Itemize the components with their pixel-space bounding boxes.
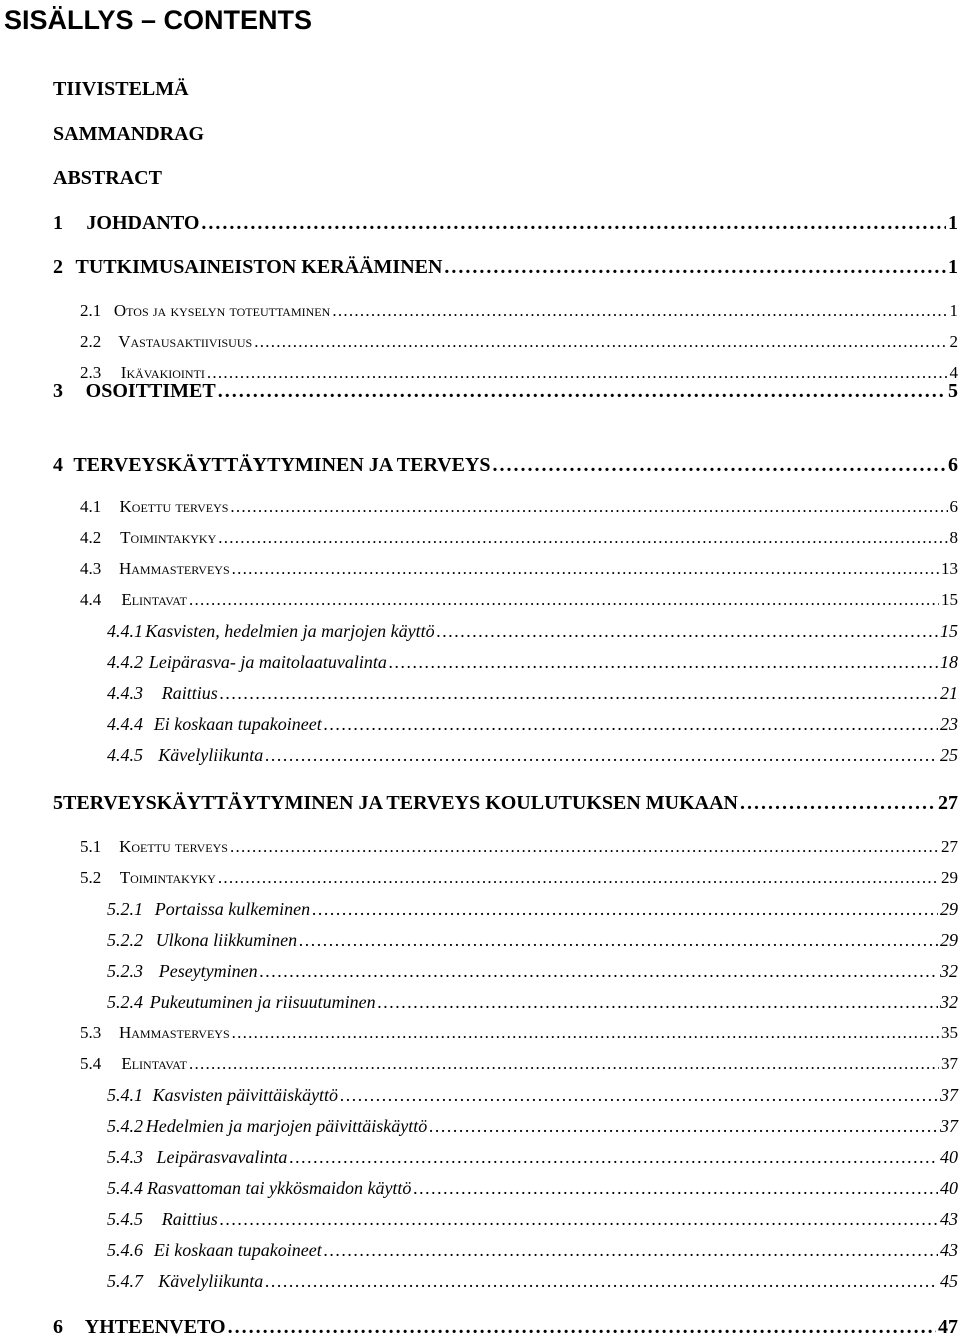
dot-leader — [260, 960, 938, 982]
toc-entry-page: 15 — [941, 589, 960, 611]
dot-leader — [340, 1084, 938, 1106]
toc-entry-number: 4.4.5 — [0, 744, 158, 766]
toc-entry[interactable] — [0, 1270, 960, 1292]
toc-entry-label: Koettu terveys — [119, 836, 228, 858]
toc-entry-page: 1 — [950, 300, 960, 322]
dot-leader — [444, 254, 946, 280]
toc-entry[interactable] — [0, 929, 960, 951]
toc-entry[interactable] — [0, 1208, 960, 1230]
toc-entry[interactable] — [0, 589, 960, 611]
toc-entry-label: Rasvattoman tai ykkösmaidon käyttö — [147, 1177, 411, 1199]
toc-entry-page: 13 — [941, 558, 960, 580]
toc-entry-page: 29 — [941, 867, 960, 889]
toc-entry-number: 5.2.4 — [0, 991, 150, 1013]
dot-leader — [740, 790, 936, 816]
toc-entry-number: 5.4.7 — [0, 1270, 158, 1292]
toc-entry-page: 1 — [948, 210, 960, 236]
toc-entry[interactable] — [0, 991, 960, 1013]
toc-entry[interactable] — [0, 744, 960, 766]
toc-entry-label: Hammasterveys — [119, 1022, 230, 1044]
dot-leader — [218, 867, 939, 889]
toc-entry-page: 35 — [941, 1022, 960, 1044]
toc-entry-number: 2.3 — [0, 362, 121, 384]
toc-entry-label: Leipärasva- ja maitolaatuvalinta — [149, 651, 387, 673]
toc-entry-page: 43 — [940, 1239, 960, 1261]
dot-leader — [254, 331, 947, 353]
dot-leader — [218, 378, 946, 404]
toc-entry-label: JOHDANTO — [86, 210, 199, 236]
toc-entry-label: Elintavat — [121, 1053, 187, 1075]
toc-entry-label: Kasvisten, hedelmien ja marjojen käyttö — [145, 620, 434, 642]
toc-entry-label: Leipärasvavalinta — [156, 1146, 287, 1168]
toc-entry-page: 6 — [948, 452, 960, 478]
toc-entry[interactable] — [0, 1177, 960, 1199]
toc-entry[interactable] — [0, 210, 960, 236]
toc-entry[interactable] — [0, 620, 960, 642]
toc-entry-page: 6 — [950, 496, 960, 518]
toc-entry-number: 5.3 — [0, 1022, 119, 1044]
dot-leader — [289, 1146, 938, 1168]
dot-leader — [230, 496, 947, 518]
dot-leader — [413, 1177, 938, 1199]
dot-leader — [265, 1270, 938, 1292]
toc-entry-label: Raittius — [162, 682, 218, 704]
dot-leader — [220, 682, 938, 704]
dot-leader — [230, 836, 939, 858]
toc-entry-label: Ei koskaan tupakoineet — [154, 713, 322, 735]
toc-entry-number: 2.1 — [0, 300, 114, 322]
dot-leader — [265, 744, 938, 766]
toc-entry[interactable] — [0, 165, 960, 191]
toc-entry-label: Elintavat — [121, 589, 187, 611]
toc-entry-page: 23 — [940, 713, 960, 735]
dot-leader — [220, 1208, 938, 1230]
toc-entry-page: 45 — [940, 1270, 960, 1292]
dot-leader — [378, 991, 938, 1013]
toc-entry[interactable] — [0, 558, 960, 580]
toc-entry[interactable] — [0, 1314, 960, 1340]
toc-entry-number: 5.2.2 — [0, 929, 156, 951]
toc-entry-number: 4.4.1 — [0, 620, 145, 642]
toc-entry-number: 4.4 — [0, 589, 121, 611]
toc-entry-label: Koettu terveys — [120, 496, 229, 518]
toc-entry-page: 18 — [940, 651, 960, 673]
toc-entry-label: Raittius — [162, 1208, 218, 1230]
toc-entry-number: 5.4.5 — [0, 1208, 162, 1230]
dot-leader — [232, 558, 939, 580]
toc-entry[interactable] — [0, 121, 960, 147]
toc-entry-page: 40 — [940, 1146, 960, 1168]
toc-entry-number: 4.3 — [0, 558, 119, 580]
toc-entry-label: Portaissa kulkeminen — [155, 898, 310, 920]
toc-entry[interactable] — [0, 790, 960, 816]
toc-entry-page: 37 — [940, 1084, 960, 1106]
toc-entry-number: 4.1 — [0, 496, 120, 518]
toc-entry-label: Vastausaktiivisuus — [118, 331, 252, 353]
toc-entry-label: TIIVISTELMÄ — [0, 76, 189, 102]
dot-leader — [312, 898, 938, 920]
dot-leader — [437, 620, 938, 642]
dot-leader — [493, 452, 946, 478]
dot-leader — [201, 210, 946, 236]
toc-entry[interactable] — [0, 300, 960, 322]
dot-leader — [218, 527, 947, 549]
toc-entry[interactable] — [0, 1115, 960, 1137]
toc-entry[interactable] — [0, 76, 960, 102]
toc-entry-number: 4 — [0, 452, 73, 478]
toc-entry-number: 5.4 — [0, 1053, 121, 1075]
toc-entry[interactable] — [0, 254, 960, 280]
toc-entry-number: 5.4.1 — [0, 1084, 153, 1106]
toc-entry-page: 8 — [950, 527, 960, 549]
toc-entry[interactable] — [0, 378, 960, 404]
toc-entry-page: 25 — [940, 744, 960, 766]
toc-entry-label: TUTKIMUSAINEISTON KERÄÄMINEN — [76, 254, 443, 280]
toc-entry-label: Ei koskaan tupakoineet — [154, 1239, 322, 1261]
toc-entry-number: 4.4.3 — [0, 682, 162, 704]
toc-entry-page: 27 — [941, 836, 960, 858]
dot-leader — [189, 1053, 939, 1075]
toc-entry-label: Kasvisten päivittäiskäyttö — [153, 1084, 338, 1106]
toc-entry-label: Ikävakiointi — [121, 362, 205, 384]
toc-entry-label: Hammasterveys — [119, 558, 230, 580]
toc-entry[interactable] — [0, 1022, 960, 1044]
toc-entry[interactable] — [0, 836, 960, 858]
toc-entry-number: 5.4.2 — [0, 1115, 146, 1137]
toc-entry-page: 37 — [941, 1053, 960, 1075]
dot-leader — [232, 1022, 939, 1044]
toc-entry-label: Kävelyliikunta — [158, 744, 263, 766]
toc-entry-label: ABSTRACT — [0, 165, 162, 191]
toc-entry-page: 15 — [940, 620, 960, 642]
toc-entry-page: 2 — [950, 331, 960, 353]
toc-entry-label: OSOITTIMET — [86, 378, 216, 404]
toc-entry-page: 21 — [940, 682, 960, 704]
dot-leader — [189, 589, 939, 611]
toc-entry-page: 5 — [948, 378, 960, 404]
dot-leader — [332, 300, 947, 322]
toc-entry-label: Hedelmien ja marjojen päivittäiskäyttö — [146, 1115, 427, 1137]
toc-entry-page: 37 — [940, 1115, 960, 1137]
toc-entry-page: 32 — [940, 991, 960, 1013]
toc-entry-number: 5.4.4 — [0, 1177, 147, 1199]
toc-entry-label: TERVEYSKÄYTTÄYTYMINEN JA TERVEYS — [73, 452, 490, 478]
toc-entry-label: Pukeutuminen ja riisuutuminen — [150, 991, 376, 1013]
dot-leader — [228, 1314, 936, 1340]
toc-entry-label: SAMMANDRAG — [0, 121, 204, 147]
toc-entry-number: 2.2 — [0, 331, 118, 353]
toc-entry-page: 43 — [940, 1208, 960, 1230]
toc-entry[interactable] — [0, 713, 960, 735]
dot-leader — [299, 929, 938, 951]
dot-leader — [429, 1115, 938, 1137]
page-title: SISÄLLYS – CONTENTS — [4, 2, 312, 38]
toc-entry-number: 5.4.6 — [0, 1239, 154, 1261]
toc-entry-label: Otos ja kyselyn toteuttaminen — [114, 300, 330, 322]
toc-entry-number: 5.4.3 — [0, 1146, 156, 1168]
toc-entry[interactable] — [0, 867, 960, 889]
toc-entry[interactable] — [0, 1084, 960, 1106]
toc-entry-number: 4.2 — [0, 527, 120, 549]
toc-entry-page: 29 — [940, 898, 960, 920]
toc-entry-label: TERVEYSKÄYTTÄYTYMINEN JA TERVEYS KOULUTUKSEN MUKAAN — [63, 790, 738, 816]
toc-entry[interactable] — [0, 960, 960, 982]
toc-entry-number: 2 — [0, 254, 76, 280]
toc-entry-number: 6 — [0, 1314, 85, 1340]
toc-entry-page: 32 — [940, 960, 960, 982]
toc-entry-number: 5.1 — [0, 836, 119, 858]
toc-entry[interactable] — [0, 1146, 960, 1168]
toc-entry[interactable] — [0, 651, 960, 673]
toc-entry[interactable] — [0, 898, 960, 920]
toc-entry-number: 5.2.1 — [0, 898, 155, 920]
toc-entry[interactable] — [0, 1053, 960, 1075]
toc-entry-page: 27 — [938, 790, 960, 816]
toc-entry[interactable] — [0, 496, 960, 518]
toc-entry-number: 4.4.2 — [0, 651, 149, 673]
toc-entry-page: 29 — [940, 929, 960, 951]
toc-entry-number: 3 — [0, 378, 86, 404]
toc-entry-number: 5.2.3 — [0, 960, 159, 982]
dot-leader — [324, 1239, 938, 1261]
toc-entry-label: YHTEENVETO — [85, 1314, 226, 1340]
toc-entry-label: Kävelyliikunta — [158, 1270, 263, 1292]
toc-entry-page: 40 — [940, 1177, 960, 1199]
toc-entry-label: Peseytyminen — [159, 960, 258, 982]
toc-entry-page: 4 — [950, 362, 960, 384]
toc-entry-label: Toimintakyky — [120, 867, 216, 889]
toc-entry-number: 4.4.4 — [0, 713, 154, 735]
toc-entry-number: 5 — [0, 790, 63, 816]
toc-entry-number: 1 — [0, 210, 86, 236]
dot-leader — [389, 651, 938, 673]
toc-entry-page: 1 — [948, 254, 960, 280]
toc-entry[interactable] — [0, 331, 960, 353]
toc-entry-number: 5.2 — [0, 867, 120, 889]
toc-entry-page: 47 — [938, 1314, 960, 1340]
toc-entry[interactable] — [0, 1239, 960, 1261]
toc-entry[interactable] — [0, 452, 960, 478]
toc-entry[interactable] — [0, 682, 960, 704]
toc-entry-label: Ulkona liikkuminen — [156, 929, 297, 951]
dot-leader — [324, 713, 938, 735]
toc-entry[interactable] — [0, 527, 960, 549]
toc-entry-label: Toimintakyky — [120, 527, 216, 549]
